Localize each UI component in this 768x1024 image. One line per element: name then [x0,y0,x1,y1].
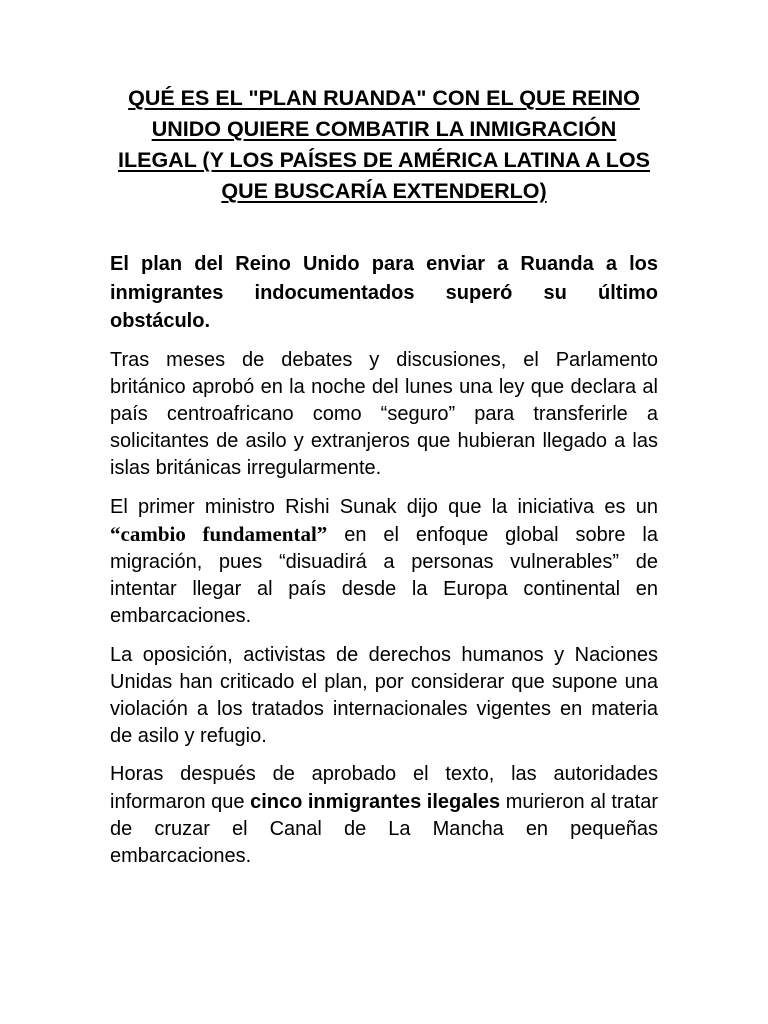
paragraph-2 [110,494,658,631]
paragraph-2-quote: “cambio fundamental” [110,521,328,546]
paragraph-4-start: Horas después de aprobado el texto, las autoridades informaron que [110,763,658,813]
document-page [110,83,658,870]
article-lead: El plan del Reino Unido para enviar a Ruanda a los inmigrantes indocumentados superó su último obstáculo. [110,253,658,332]
paragraph-4 [110,761,658,870]
paragraph-2-start: El primer ministro Rishi Sunak dijo que la iniciativa es un [110,495,658,518]
paragraph-2-end: en el enfoque global sobre la migración, pues “disuadirá a personas vulnerables” de intentar llegar al país desde la Europa continental en embarcaciones. [110,523,658,628]
article-title: QUÉ ES EL "PLAN RUANDA" CON EL QUE REINO UNIDO QUIERE COMBATIR LA INMIGRACIÓN ILEGAL (Y LOS PAÍSES DE AMÉRICA LATINA A LOS QUE BUSCARÍA EXTENDERLO) [118,86,650,203]
paragraph-3: La oposición, activistas de derechos humanos y Naciones Unidas han criticado el plan, por considerar que supone una violación a los tratados internacionales vigentes en materia de asilo y refugio. [110,643,658,748]
paragraph-4-end: murieron al tratar de cruzar el Canal de La Mancha en pequeñas embarcaciones. [110,790,659,867]
paragraph-4-emphasis: cinco inmigrantes ilegales [250,790,501,813]
paragraph-1: Tras meses de debates y discusiones, el Parlamento británico aprobó en la noche del lunes una ley que declara al país centroafricano como “seguro” para transferirle a solicitantes de asilo y extranjeros que hubieran llegado a las islas británicas irregularmente. [110,348,658,480]
